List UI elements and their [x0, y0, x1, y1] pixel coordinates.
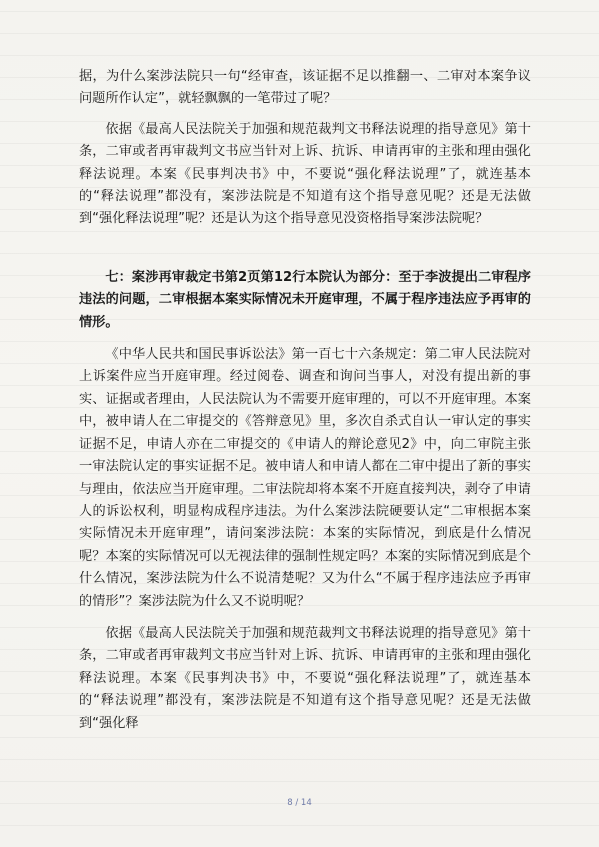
paragraph-2: 依据《最高人民法院关于加强和规范裁判文书释法说理的指导意见》第十条，二审或者再审裁判文书应当针对上诉、抗诉、申请再审的主张和理由强化释法说理。本案《民事判决书》中，不要说“强化释法说理”了，就连基本的“释法说理”都没有，案涉法院是不知道有这个指导意见呢？还是无法做到“强化释法说理”呢？还是认为这个指导意见没资格指导案涉法院呢？: [79, 121, 531, 227]
page-number: 8 / 14: [287, 798, 312, 808]
body-text: [79, 66, 531, 735]
paragraph-4: 《中华人民共和国民事诉讼法》第一百七十六条规定：第二审人民法院对上诉案件应当开庭审理。经过阅卷、调查和询问当事人，对没有提出新的事实、证据或者理由，人民法院认为不需要开庭审理的，可以不开庭审理。本案中，被申请人在二审提交的《答辩意见》里，多次自杀式自认一审认定的事实证据不足，申请人亦在二审提交的《申请人的辩论意见2》中，向二审院主张一审法院认定的事实证据不足。被申请人和申请人都在二审中提出了新的事实与理由，依法应当开庭审理。二审法院却将本案不开庭直接判决，剥夺了申请人的诉讼权利，明显构成程序违法。为什么案涉法院硬要认定“二审根据本案实际情况未开庭审理”，请问案涉法院：本案的实际情况，到底是什么情况呢？本案的实际情况可以无视法律的强制性规定吗？本案的实际情况到底是个什么情况，案涉法院为什么不说清楚呢？又为什么“不属于程序违法应予再审的情形”？案涉法院为什么又不说明呢？: [79, 347, 531, 609]
paragraph-1: 据，为什么案涉法院只一句“经审查，该证据不足以推翻一、二审对本案争议问题所作认定”，就轻飘飘的一笔带过了呢？: [79, 69, 531, 107]
paragraph-3-heading: 七：案涉再审裁定书第2页第12行本院认为部分：至于李波提出二审程序违法的问题，二审根据本案实际情况未开庭审理，不属于程序违法应予再审的情形。: [79, 269, 531, 330]
paragraph-5: 依据《最高人民法院关于加强和规范裁判文书释法说理的指导意见》第十条，二审或者再审裁判文书应当针对上诉、抗诉、申请再审的主张和理由强化释法说理。本案《民事判决书》中，不要说“强化释法说理”了，就连基本的“释法说理”都没有，案涉法院是不知道有这个指导意见呢？还是无法做到“强化释: [79, 625, 531, 731]
